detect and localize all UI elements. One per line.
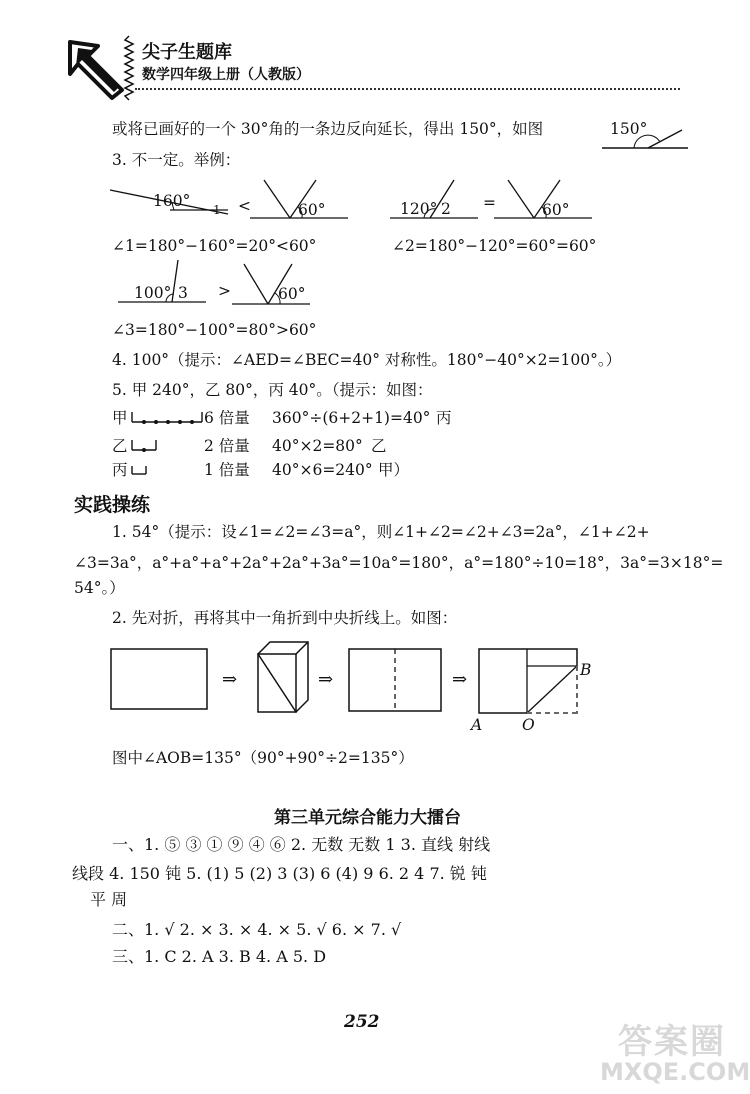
fig-e-angle-label: 100° [134,284,172,302]
header-dotted-rule [135,88,680,90]
fig-f-angle-label: 60° [278,285,306,303]
row-mult-bing: 1 倍量 [204,461,250,479]
row-name-jia: 甲 [112,409,128,427]
row-calc-jia: 360°÷(6+2+1)=40° [272,409,431,427]
row-name-yi: 乙 [112,437,128,455]
row-name-bing: 丙 [112,461,128,479]
row-mult-jia: 6 倍量 [204,409,250,427]
label-b: B [580,661,592,679]
row-mult-yi: 2 倍量 [204,437,250,455]
fig-a-num: 1 [213,203,221,217]
fig-lt-sign: < [238,197,251,215]
fold-rect-3 [348,648,444,714]
unit3-row1c: 平 周 [90,890,128,909]
row-who-bing: 甲） [378,461,410,479]
unit3-row1a: 一、1. ⑤ ③ ① ⑨ ④ ⑥ 2. 无数 无数 1 3. 直线 射线 [112,835,491,854]
watermark-top: 答案圈 [618,1022,726,1062]
header-title: 尖子生题库 [142,42,232,63]
practice-2-answer: 图中∠AOB=135°（90°+90°÷2=135°） [112,749,414,767]
practice-2: 2. 先对折，再将其中一角折到中央折线上。如图： [112,609,458,627]
practice-1b: ∠3=3a°，a°+a°+a°+2a°+2a°+3a°=10a°=180°，a°=180°÷10=18°，3a°=3×18°= [74,554,724,572]
arrow-3: ⇒ [452,669,468,690]
row-who-yi: 乙 [371,437,387,455]
label-o: O [522,716,535,734]
fold-rect-2 [256,640,312,714]
line-1: 或将已画好的一个 30°角的一条边反向延长，得出 150°，如图 [112,120,544,138]
fig-c-num: 2 [441,200,451,218]
eq-2: ∠2=180°−120°=60°=60° [392,237,597,255]
section-heading-practice: 实践操练 [74,494,151,516]
fig-eq-sign: = [483,194,496,212]
practice-1a: 1. 54°（提示：设∠1=∠2=∠3=a°，则∠1+∠2=∠2+∠3=2a°，∠1+∠2+ [112,523,650,541]
fig-b-angle-label: 60° [298,201,326,219]
arrow-2: ⇒ [318,669,334,690]
eq-1: ∠1=180°−160°=20°<60° [112,237,317,255]
segment-bar-2 [130,436,160,454]
segment-bar-6 [130,408,204,426]
header-arrow-logo [64,36,128,100]
fig-150-diagram [600,122,690,152]
fold-rect-4 [478,648,582,716]
arrow-1: ⇒ [222,669,238,690]
unit3-row2: 二、1. √ 2. × 3. × 4. × 5. √ 6. × 7. √ [112,920,402,939]
eq-3: ∠3=180°−100°=80°>60° [112,321,317,339]
header-subtitle: 数学四年级上册（人教版） [142,67,310,83]
fold-rect-1 [110,648,210,712]
fig-gt-sign: > [218,282,231,300]
fig-e-num: 3 [178,284,188,302]
unit3-title: 第三单元综合能力大擂台 [274,808,461,828]
fig-a-angle-label: 160° [153,192,191,210]
header-zigzag [124,36,134,100]
row-who-jia: 丙 [436,409,452,427]
row-calc-yi: 40°×2=80° [272,437,363,455]
segment-bar-1 [130,460,150,478]
fig-d-angle-label: 60° [542,201,570,219]
fig-c-angle-label: 120° [400,200,438,218]
unit3-row1b: 线段 4. 150 钝 5. (1) 5 (2) 3 (3) 6 (4) 9 6. 2 4 7. 锐 钝 [72,864,487,883]
practice-1c: 54°。） [74,579,125,597]
page-number: 252 [344,1012,380,1032]
line-5: 5. 甲 240°，乙 80°，丙 40°。（提示：如图： [112,381,433,399]
label-a: A [471,716,483,734]
watermark-bottom: MXQE.COM [600,1058,750,1086]
line-2: 3. 不一定。举例： [112,151,241,169]
row-calc-bing: 40°×6=240° [272,461,373,479]
fig-150-label: 150° [610,120,648,138]
line-4: 4. 100°（提示：∠AED=∠BEC=40° 对称性。180°−40°×2=100°。） [112,351,622,369]
unit3-row3: 三、1. C 2. A 3. B 4. A 5. D [112,947,327,966]
